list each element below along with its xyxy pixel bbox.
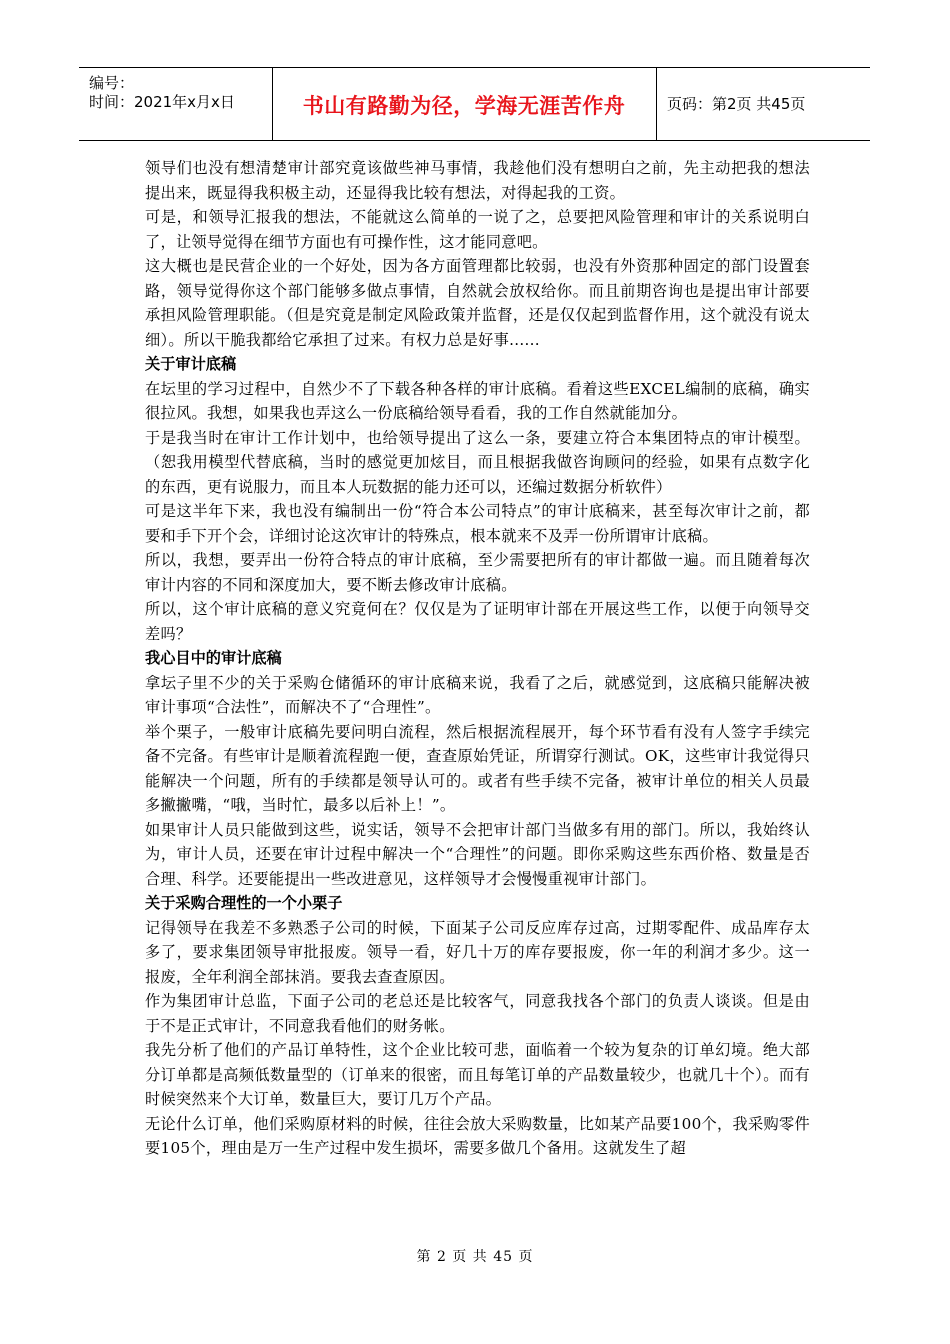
motto: 书山有路勤为径，学海无涯苦作舟 — [302, 94, 626, 118]
page-info: 页码：第2页 共45页 — [667, 95, 806, 113]
paragraph: 举个栗子，一般审计底稿先要问明白流程，然后根据流程展开，每个环节看有没有人签字手续完备不完备。有些审计是顺着流程跑一便，查查原始凭证，所谓穿行测试。OK，这些审计我觉得只能解决一个问题，所有的手续都是领导认可的。或者有些手续不完备，被审计单位的相关人员最多撇撇嘴，“哦，当时忙，最多以后补上！”。 — [145, 722, 810, 814]
paragraph: 领导们也没有想清楚审计部究竟该做些神马事情，我趁他们没有想明白之前，先主动把我的想法提出来，既显得我积极主动，还显得我比较有想法，对得起我的工资。 — [145, 159, 810, 202]
paragraph: 拿坛子里不少的关于采购仓储循环的审计底稿来说，我看了之后，就感觉到，这底稿只能解决被审计事项“合法性”，而解决不了“合理性”。 — [145, 673, 810, 716]
header-motto-cell — [272, 68, 657, 140]
paragraph: 作为集团审计总监，下面子公司的老总还是比较客气，同意我找各个部门的负责人谈谈。但是由于不是正式审计，不同意我看他们的财务帐。 — [145, 992, 810, 1035]
section-heading: 关于审计底稿 — [145, 355, 237, 373]
paragraph: 在坛里的学习过程中，自然少不了下载各种各样的审计底稿。看着这些EXCEL编制的底稿，确实很拉风。我想，如果我也弄这么一份底稿给领导看看，我的工作自然就能加分。 — [145, 379, 810, 422]
paragraph: 可是，和领导汇报我的想法，不能就这么简单的一说了之，总要把风险管理和审计的关系说明白了，让领导觉得在细节方面也有可操作性，这才能同意吧。 — [145, 208, 810, 251]
serial-label: 编号： — [89, 74, 135, 92]
paragraph: 于是我当时在审计工作计划中，也给领导提出了这么一条，要建立符合本集团特点的审计模型。（恕我用模型代替底稿，当时的感觉更加炫目，而且根据我做咨询顾问的经验，如果有点数字化的东西，更有说服力，而且本人玩数据的能力还可以，还编过数据分析软件） — [145, 428, 810, 496]
header-table — [79, 67, 870, 141]
page-footer: 第 2 页 共 45 页 — [416, 1249, 534, 1265]
section-heading: 关于采购合理性的一个小栗子 — [145, 894, 343, 912]
paragraph: 所以，我想，要弄出一份符合特点的审计底稿，至少需要把所有的审计都做一遍。而且随着每次审计内容的不同和深度加大，要不断去修改审计底稿。 — [145, 551, 810, 594]
paragraph: 我先分析了他们的产品订单特性，这个企业比较可悲，面临着一个较为复杂的订单幻境。绝大部分订单都是高频低数量型的（订单来的很密，而且每笔订单的产品数量较少，也就几十个）。而有时候突然来个大订单，数量巨大，要订几万个产品。 — [145, 1041, 810, 1108]
paragraph: 如果审计人员只能做到这些，说实话，领导不会把审计部门当做多有用的部门。所以，我始终认为，审计人员，还要在审计过程中解决一个“合理性”的问题。即你采购这些东西价格、数量是否合理、科学。还要能提出一些改进意见，这样领导才会慢慢重视审计部门。 — [145, 820, 810, 888]
paragraph: 记得领导在我差不多熟悉子公司的时候，下面某子公司反应库存过高，过期零配件、成品库存太多了，要求集团领导审批报废。领导一看，好几十万的库存要报废，你一年的利润才多少。这一报废，全年利润全部抹消。要我去查查原因。 — [145, 918, 810, 986]
paragraph: 无论什么订单，他们采购原材料的时候，往往会放大采购数量，比如某产品要100个，我采购零件要105个，理由是万一生产过程中发生损坏，需要多做几个备用。这就发生了超 — [145, 1114, 810, 1157]
paragraph: 这大概也是民营企业的一个好处，因为各方面管理都比较弱，也没有外资那种固定的部门设置套路，领导觉得你这个部门能够多做点事情，自然就会放权给你。而且前期咨询也是提出审计部要承担风险管理职能。（但是究竟是制定风险政策并监督，还是仅仅起到监督作用，这个就没有说太细）。所以干脆我都给它承担了过来。有权力总是好事...... — [145, 257, 810, 349]
section-heading: 我心目中的审计底稿 — [145, 649, 282, 667]
date-line: 时间：2021年x月x日 — [89, 93, 235, 111]
header-page-cell — [657, 68, 870, 140]
header-meta-cell — [79, 68, 273, 140]
paragraph: 所以，这个审计底稿的意义究竟何在？仅仅是为了证明审计部在开展这些工作，以便于向领导交差吗？ — [145, 600, 810, 643]
paragraph: 可是这半年下来，我也没有编制出一份“符合本公司特点”的审计底稿来，甚至每次审计之前，都要和手下开个会，详细讨论这次审计的特殊点，根本就来不及弄一份所谓审计底稿。 — [145, 502, 810, 545]
document-body — [145, 156, 810, 1161]
